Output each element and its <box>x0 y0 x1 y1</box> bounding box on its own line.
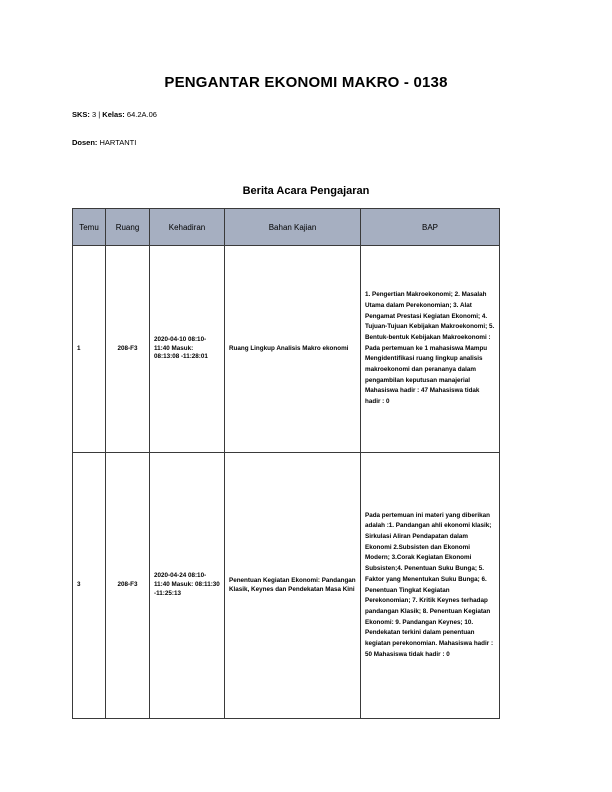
col-header-bahan-kajian: Bahan Kajian <box>225 209 361 246</box>
table-row <box>73 453 500 719</box>
cell-bap: 1. Pengertian Makroekonomi; 2. Masalah Utama dalam Perekonomian; 3. Alat Pengamat Prestasi Kegiatan Ekonomi; 4. Tujuan-Tujuan Kebijakan Makroekonomi; 5. Bentuk-bentuk Kebijakan Makroekonomi : Pada pertemuan ke 1 mahasiswa Mampu Mengidentifikasi ruang lingkup analisis makroekonomi dan perananya dalam pengambilan keputusan manajerial Mahasiswa hadir : 47 Mahasiswa tidak hadir : 0 <box>361 246 500 453</box>
course-title: PENGANTAR EKONOMI MAKRO - 0138 <box>164 74 448 91</box>
cell-ruang: 208-F3 <box>106 453 150 719</box>
cell-temu: 1 <box>73 246 106 453</box>
table-row <box>73 246 500 453</box>
col-header-bap: BAP <box>361 209 500 246</box>
cell-kehadiran: 2020-04-24 08:10-11:40 Masuk: 08:11:30 -11:25:13 <box>150 453 225 719</box>
cell-ruang: 208-F3 <box>106 246 150 453</box>
dosen-value: HARTANTI <box>97 138 137 147</box>
lecturer-info <box>72 138 136 147</box>
course-info <box>72 110 157 119</box>
col-header-ruang: Ruang <box>106 209 150 246</box>
cell-temu: 3 <box>73 453 106 719</box>
kelas-label: Kelas: <box>102 110 125 119</box>
section-title: Berita Acara Pengajaran <box>242 185 370 197</box>
cell-bahan-kajian: Penentuan Kegiatan Ekonomi: Pandangan Klasik, Keynes dan Pendekatan Masa Kini <box>225 453 361 719</box>
table-header-row <box>73 209 500 246</box>
col-header-kehadiran: Kehadiran <box>150 209 225 246</box>
col-header-temu: Temu <box>73 209 106 246</box>
cell-bap: Pada pertemuan ini materi yang diberikan adalah :1. Pandangan ahli ekonomi klasik; Sirkulasi Aliran Pendapatan dalam Ekonomi 2.Subsisten dan Ekonomi Modern; 3.Corak Kegiatan Ekonomi Subsisten;4. Penentuan Suku Bunga; 5. Faktor yang Menentukan Suku Bunga; 6. Penentuan Tingkat Kegiatan Perekonomian; 7. Kritik Keynes terhadap pandangan Klasik; 8. Penentuan Kegiatan Ekonomi: 9. Pandangan Keynes; 10. Pendekatan terkini dalam penentuan kegiatan perekonomian. Mahasiswa hadir : 50 Mahasiswa tidak hadir : 0 <box>361 453 500 719</box>
sks-value: 3 | <box>89 110 103 119</box>
sks-label: SKS: <box>72 110 90 119</box>
kelas-value: 64.2A.06 <box>124 110 157 119</box>
cell-kehadiran: 2020-04-10 08:10-11:40 Masuk: 08:13:08 -11:28:01 <box>150 246 225 453</box>
cell-bahan-kajian: Ruang Lingkup Analisis Makro ekonomi <box>225 246 361 453</box>
dosen-label: Dosen: <box>72 138 98 147</box>
bap-table <box>72 208 500 719</box>
